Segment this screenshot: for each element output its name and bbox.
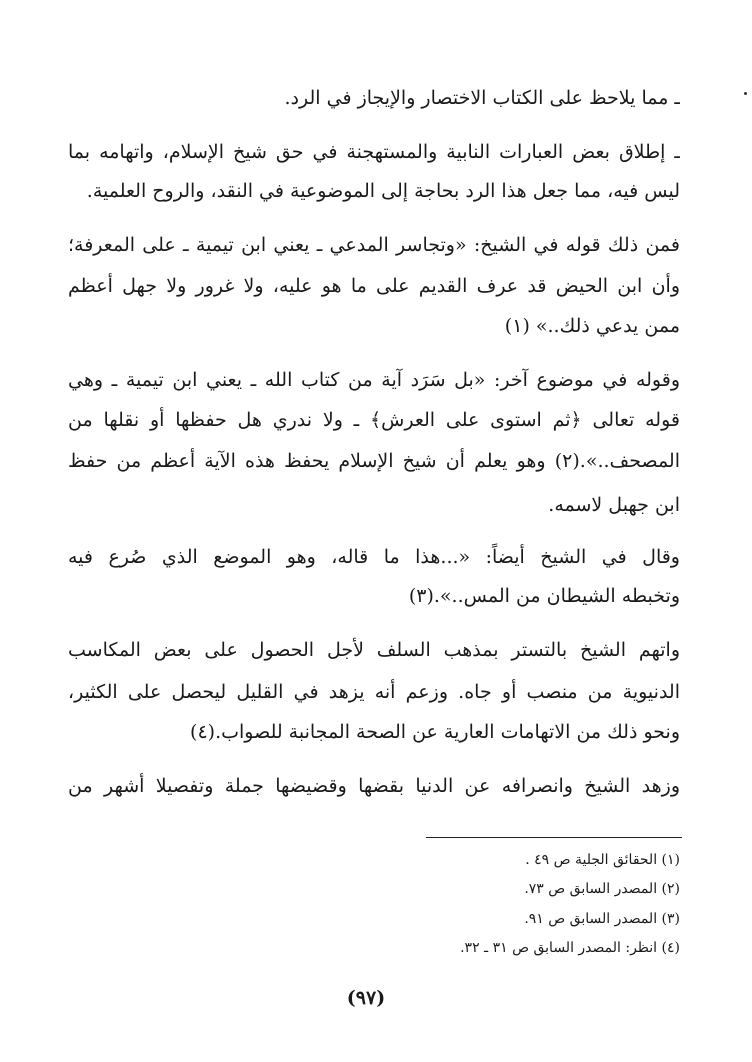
text-line: ونحو ذلك من الاتهامات العارية عن الصحة المجانبة للصواب.(٤) bbox=[190, 721, 680, 743]
text-line: وتخبطه الشيطان من المس..».(٣) bbox=[408, 585, 680, 607]
text-line: وزهد الشيخ وانصرافه عن الدنيا بقضها وقضيضها جملة وتفصيلا أشهر من bbox=[68, 775, 680, 797]
text-line: وقوله في موضوع آخر: «بل سَرَد آية من كتاب الله ـ يعني ابن تيمية ـ وهي bbox=[68, 369, 680, 391]
footnote-item: (٢) المصدر السابق ص ٧٣. bbox=[524, 881, 680, 897]
footnote-item: (٤) انظر: المصدر السابق ص ٣١ ـ ٣٢. bbox=[460, 940, 680, 956]
text-line: ـ مما يلاحظ على الكتاب الاختصار والإيجاز في الرد. bbox=[284, 87, 680, 109]
margin-dot bbox=[744, 92, 747, 95]
text-line: ليس فيه، مما جعل هذا الرد بحاجة إلى الموضوعية في النقد، والروح العلمية. bbox=[86, 180, 680, 202]
text-line: وأن ابن الحيض قد عرف القديم على ما هو عليه، ولا غرور ولا جهل أعظم bbox=[68, 275, 680, 297]
text-line: ابن جهبل لاسمه. bbox=[548, 494, 680, 516]
page-number: (٩٧) bbox=[346, 987, 386, 1009]
text-line: ـ إطلاق بعض العبارات النابية والمستهجنة في حق شيخ الإسلام، واتهامه بما bbox=[68, 141, 680, 163]
text-line: واتهم الشيخ بالتستر بمذهب السلف لأجل الحصول على بعض المكاسب bbox=[68, 639, 680, 661]
text-line: فمن ذلك قوله في الشيخ: «وتجاسر المدعي ـ يعني ابن تيمية ـ على المعرفة؛ bbox=[68, 234, 680, 256]
text-line: المصحف..».(٢) وهو يعلم أن شيخ الإسلام يحفظ هذه الآية أعظم من حفظ bbox=[68, 450, 680, 472]
footnote-item: (١) الحقائق الجلية ص ٤٩ . bbox=[525, 852, 680, 868]
footnote-divider bbox=[426, 837, 682, 838]
text-line: ممن يدعي ذلك..» (١) bbox=[504, 315, 680, 337]
text-line: وقال في الشيخ أيضاً: «...هذا ما قاله، وهو الموضع الذي صُرع فيه bbox=[68, 546, 680, 568]
footnote-item: (٣) المصدر السابق ص ٩١. bbox=[524, 911, 680, 927]
text-line: الدنيوية من منصب أو جاه. وزعم أنه يزهد في القليل ليحصل على الكثير، bbox=[68, 681, 680, 703]
text-line: قوله تعالى ﴿ثم استوى على العرش﴾ ـ ولا ندري هل حفظها أو نقلها من bbox=[68, 409, 680, 431]
